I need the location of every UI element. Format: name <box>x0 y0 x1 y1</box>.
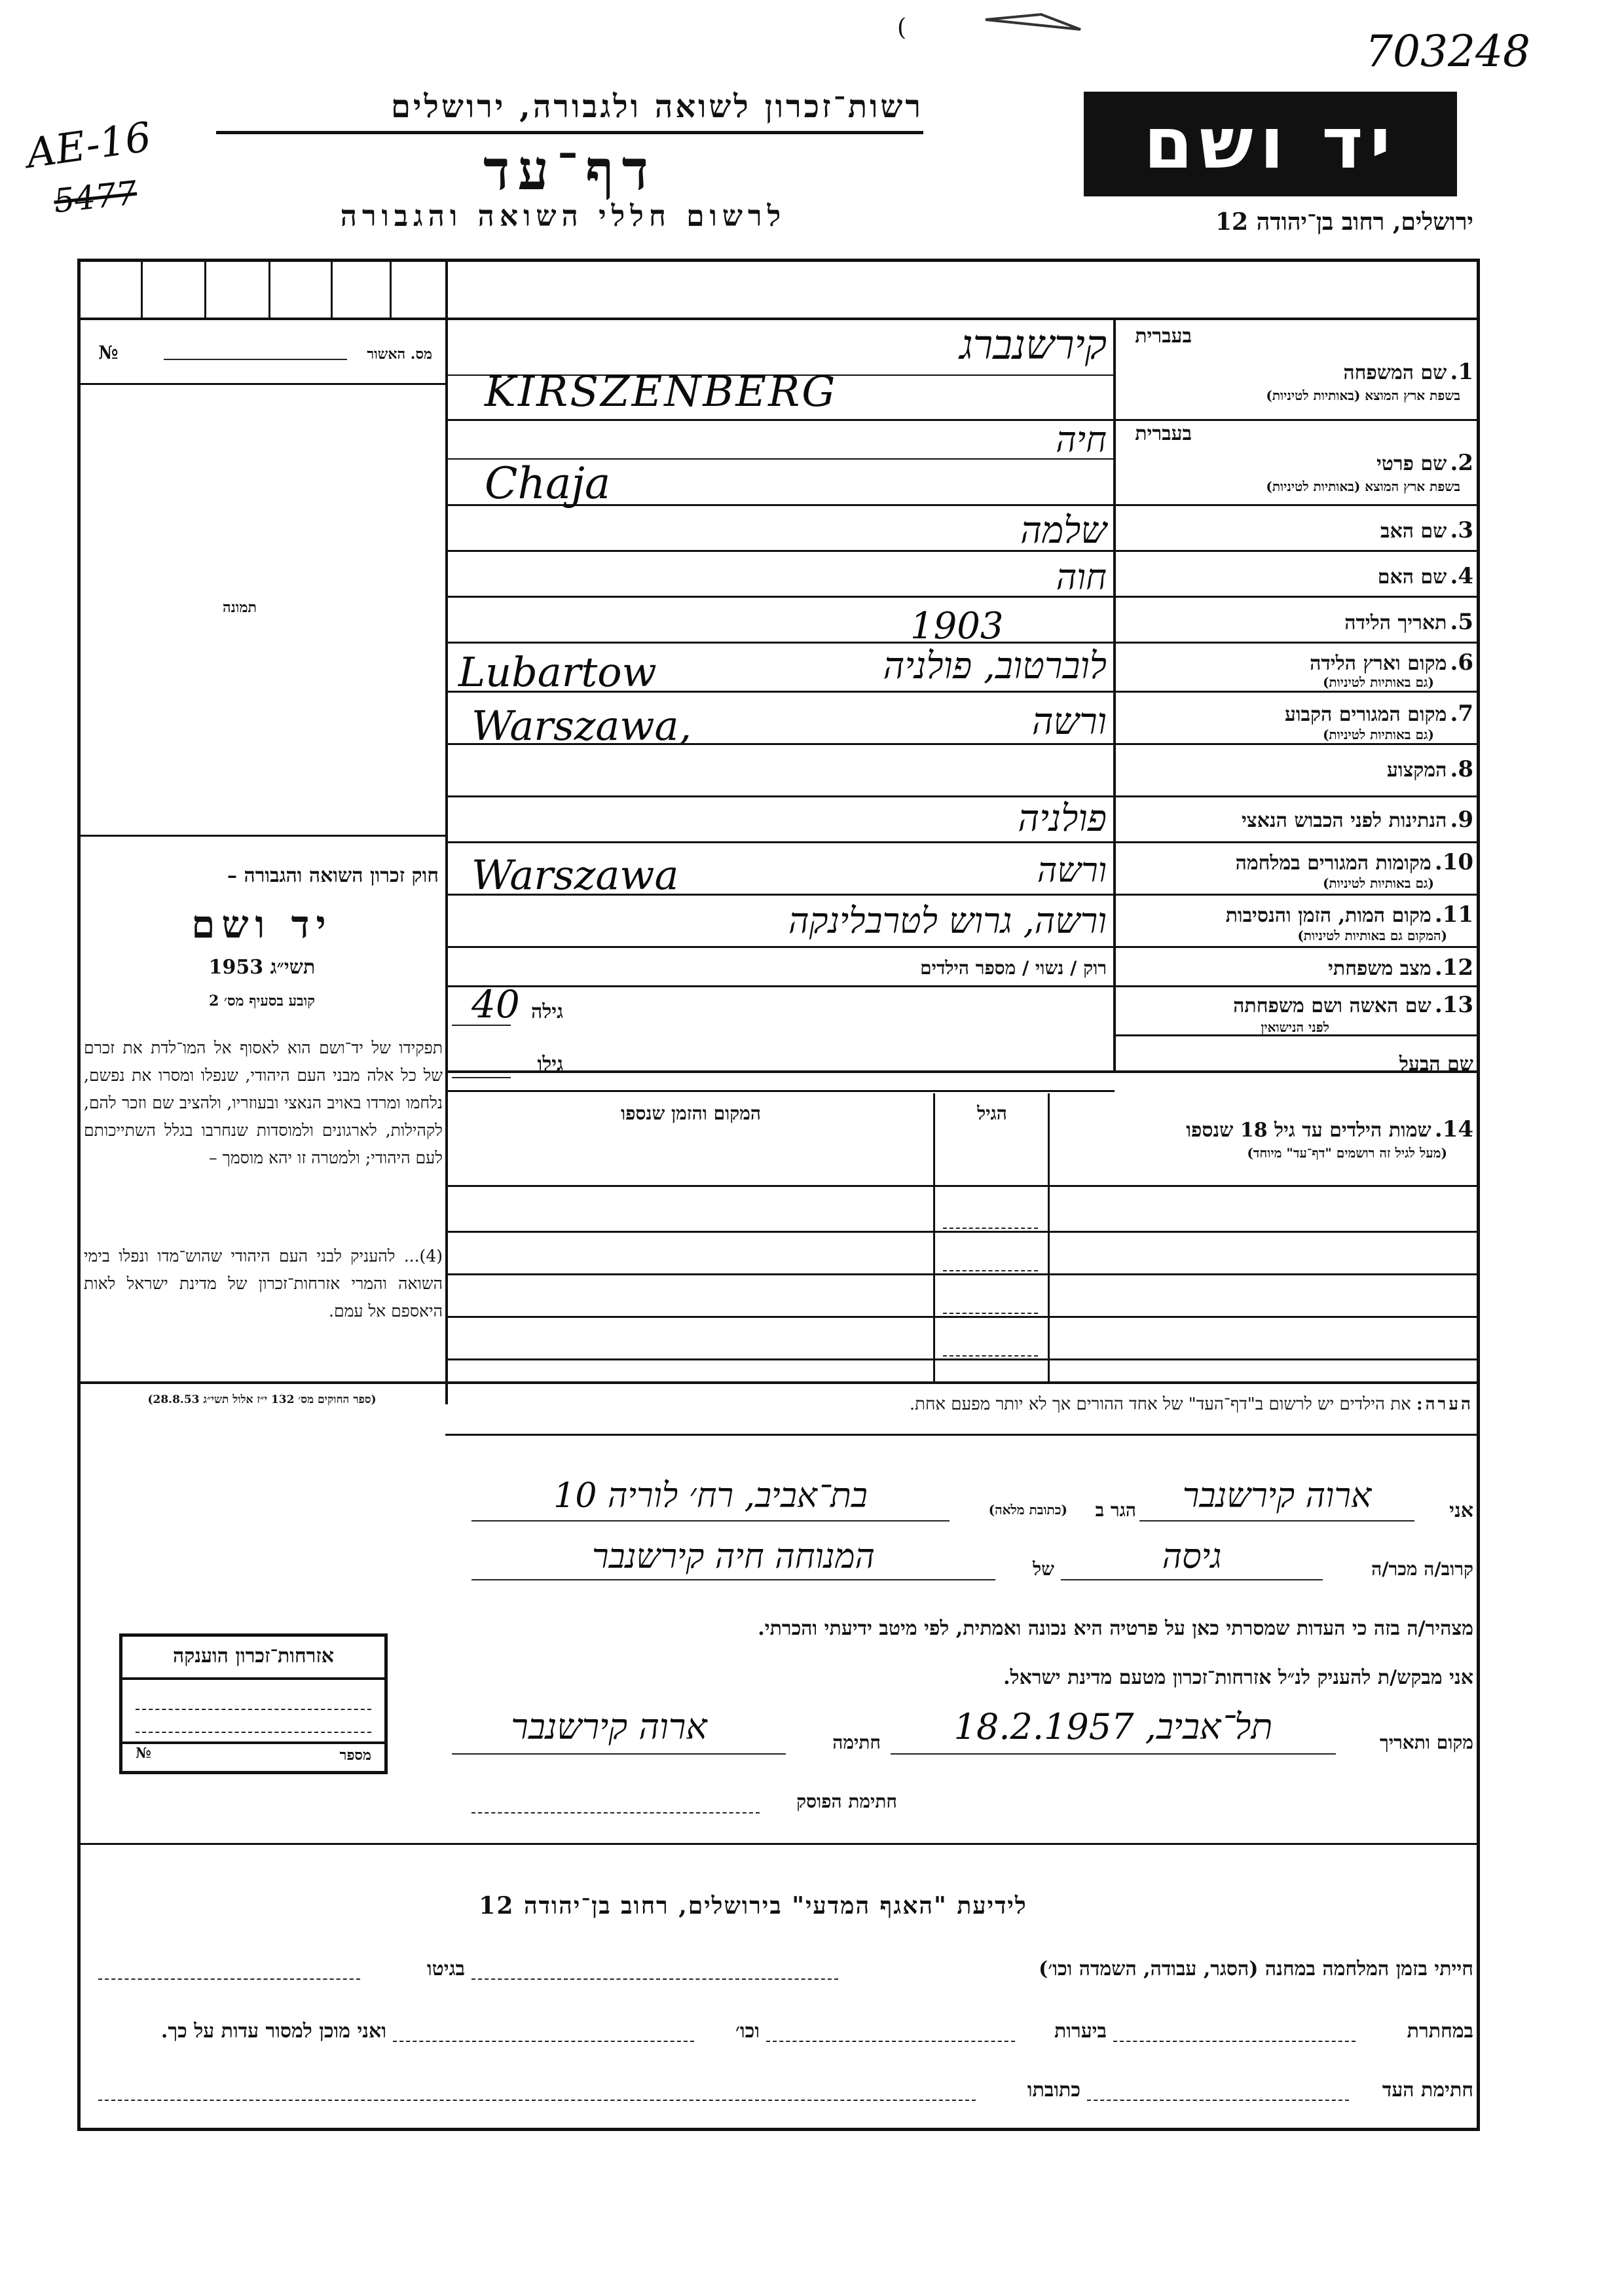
field-number: 14. <box>1434 1116 1473 1142</box>
field-sub: (מעל לגיל זה רושמים "דף־עד" מיוחד) <box>1247 1145 1447 1161</box>
remark-label: הערה: <box>1416 1394 1473 1414</box>
law-text: תפקידו של יד־ושם הוא לאסוף אל המו־לדת את זכרם של כל אלה מבני העם היהודי, שנפלו ומסרו את נפשם, נלחמו ומרדו באויב הנאצי ובעוזריו, ולהציב שם וזכר להם, לקהילות, לארגונים ולמוסדות שנחרבו בגלל השתייכותם לעם היהודי; ולמטרה זו יהא מוסמך – <box>84 1038 443 1167</box>
form-subtitle: לרשום חללי השואה והגבורה <box>340 200 786 233</box>
approval-number <box>85 342 439 378</box>
field-number: 7. <box>1450 701 1473 727</box>
field-label: מקום וארץ הלידה <box>1310 652 1447 675</box>
citizenship-box-title: אזרחות־זכרון הוענקה <box>172 1645 335 1667</box>
husband-name-label: שם הבעל <box>1399 1053 1473 1076</box>
footer-underground-label: במחתרת <box>1407 2020 1473 2043</box>
wife-age-label: גילה <box>530 1000 563 1023</box>
field-label: שם האם <box>1377 566 1447 589</box>
field-nationality <box>1120 807 1473 833</box>
header-address: ירושלים, רחוב בן־יהודה 12 <box>1215 208 1473 236</box>
lives-label: הגר ב <box>1095 1499 1136 1521</box>
field-label: שמות הילדים עד גיל 18 שנספו <box>1186 1119 1431 1142</box>
archive-number: 703248 <box>1365 26 1530 77</box>
field-sub: בשפת ארץ המוצא (באותיות לטיניות) <box>1266 479 1460 494</box>
form-title: דף־עד <box>483 137 656 202</box>
field-sub: בשפת ארץ המוצא (באותיות לטיניות) <box>1266 388 1460 403</box>
wife-age-value: 40 <box>471 982 520 1027</box>
field-number: 12. <box>1434 955 1473 981</box>
field-number: 5. <box>1450 609 1473 635</box>
field-number: 10. <box>1434 849 1473 875</box>
citizenship-number-mark: № <box>136 1745 151 1762</box>
hebrew-tag: בעברית <box>1135 422 1192 445</box>
remark <box>458 1394 1473 1414</box>
birth-date-value: 1903 <box>910 605 1004 647</box>
field-first-name <box>1120 422 1473 504</box>
declaration-request: אני מבקש/ת להעניק לנ״ל אזרחות־זכרון מטעם מדינת ישראל. <box>1003 1666 1473 1689</box>
declarant-name: ארוה קירשנבר <box>1182 1476 1372 1516</box>
law-clause: קובע בסעיף מס׳ 2 <box>208 993 316 1010</box>
footer-ghetto-label: בגיטו <box>426 1958 465 1980</box>
father-name-value: שלמה <box>1020 509 1107 552</box>
of-label: של <box>1033 1558 1054 1580</box>
field-number: 3. <box>1450 517 1473 543</box>
field-sub: (גם באותיות לטיניות) <box>1322 674 1434 690</box>
declarant-address: בת־אביב, רח׳ לוריה 10 <box>553 1476 868 1516</box>
birth-place-latin: Lubartow <box>458 648 657 696</box>
law-text-2: (4)... להעניק לבני העם היהודי שהוש־מדו ונפלו בימי השואה והמרי אזרחות־זכרון של מדינת ישראל לאות היאספם אל עמם. <box>84 1247 443 1321</box>
place-date-label: מקום ותאריך <box>1379 1732 1473 1753</box>
field-sub: לפני הנישואין <box>1261 1019 1329 1035</box>
law-title: חוק זכרון השואה והגבורה – <box>227 864 439 887</box>
law-name: יד ושם <box>191 902 333 947</box>
field-label: שם האב <box>1380 520 1447 543</box>
deceased-name: המנוחה חיה קירשנבר <box>591 1537 876 1576</box>
archive-code-2: 5477 <box>52 173 139 221</box>
law-reference: (ספר החוקים מס׳ 132 י״ז אלול תשי״ג 28.8.53) <box>147 1393 377 1406</box>
archive-code: AE-16 <box>23 113 155 177</box>
declaration-statement: מצהיר/ה בזה כי העדות שמסרתי כאן על פרטיה היא נכונה ואמתית, לפי מיטב ידיעתי והכרתי. <box>758 1617 1473 1640</box>
field-birth-place <box>1120 648 1473 691</box>
children-place-header: המקום והזמן שנספו <box>621 1102 761 1124</box>
residence-hebrew: ורשה <box>1031 701 1107 743</box>
husband-age-label: גילו <box>537 1053 563 1076</box>
field-wife-name <box>1120 992 1473 1034</box>
field-occupation <box>1120 756 1473 782</box>
field-wartime-residence <box>1120 848 1473 894</box>
field-birth-date <box>1120 609 1473 635</box>
field-number: 9. <box>1450 807 1473 833</box>
photo-label: תמונה <box>223 599 257 616</box>
declarant-label: אני <box>1449 1499 1473 1522</box>
field-family-name <box>1120 322 1473 419</box>
field-label: המקצוע <box>1386 759 1447 782</box>
footer-witness-signature-label: חתימת העד <box>1382 2079 1473 2102</box>
children-age-header: הגיל <box>977 1102 1007 1124</box>
relation-label: קרוב/ה מכר/ה <box>1371 1558 1473 1580</box>
official-signature-label: חתימת הפוסק <box>796 1791 897 1812</box>
stamp-mark <box>982 7 1087 39</box>
field-label: מקום המות, הזמן והנסיבות <box>1225 904 1431 927</box>
hebrew-tag: בעברית <box>1135 325 1192 348</box>
citizenship-number-label: מספר <box>339 1747 371 1764</box>
wartime-residence-hebrew: ורשה <box>1037 851 1107 890</box>
field-sub: (גם באותיות לטיניות) <box>1322 875 1434 891</box>
scan-mark: ( <box>897 14 907 41</box>
yad-vashem-logo <box>1084 92 1457 196</box>
field-number: 6. <box>1450 649 1473 676</box>
field-label: שם האשה ושם משפחתה <box>1233 994 1431 1017</box>
address-hint: (כתובת מלאה) <box>988 1502 1067 1518</box>
footer-etc-label: וכו׳ <box>735 2020 760 2043</box>
field-sub: (גם באותיות לטיניות) <box>1322 727 1434 742</box>
field-label: שם המשפחה <box>1343 361 1447 384</box>
field-label: מקומות המגורים במלחמה <box>1235 852 1431 875</box>
field-family-status <box>1120 955 1473 981</box>
footer-forests-label: ביערות <box>1054 2020 1107 2043</box>
death-place-value: ורשה, גרוש לטרבלינקה <box>788 900 1107 941</box>
field-mother-name <box>1120 563 1473 589</box>
field-label: תאריך הלידה <box>1344 611 1447 634</box>
footer-camp-label: חייתי בזמן המלחמה במחנה (הסגר, עבודה, השמדה וכו׳) <box>1039 1958 1473 1980</box>
field-children <box>1054 1116 1473 1175</box>
org-line: רשות־זכרון לשואה ולגבורה, ירושלים <box>390 88 923 125</box>
field-number: 4. <box>1450 563 1473 589</box>
field-number: 13. <box>1434 992 1473 1018</box>
family-name-hebrew: קירשנברג <box>959 321 1107 369</box>
field-number: 11. <box>1434 902 1473 928</box>
field-number: 8. <box>1450 756 1473 782</box>
footer-address-label: כתובתו <box>1027 2079 1080 2102</box>
remark-text: את הילדים יש לרשום ב"דף־העד" של אחד ההורים אך לא יותר מפעם אחת. <box>909 1394 1411 1414</box>
place-date-value: תל־אביב, 18.2.1957 <box>953 1706 1273 1747</box>
field-number: 2. <box>1450 450 1473 476</box>
field-father-name <box>1120 517 1473 543</box>
residence-latin: Warszawa, <box>471 702 692 750</box>
nationality-value: פולניה <box>1018 797 1107 840</box>
field-label: הנתינות לפני הכבוש הנאצי <box>1242 809 1447 832</box>
family-status-options: רוק / נשוי / מספר הילדים <box>920 957 1107 979</box>
relation-value: גיסה <box>1162 1537 1222 1576</box>
birth-place-hebrew: לוברטוב, פולניה <box>883 645 1107 687</box>
approval-number-mark: № <box>98 342 119 363</box>
field-label: מקום המגורים הקבוע <box>1284 703 1447 726</box>
field-label: שם פרטי <box>1376 452 1447 475</box>
mother-name-value: חוה <box>1056 556 1107 598</box>
logo-text: יד ושם <box>1143 103 1397 185</box>
approval-number-label: מס. האשור <box>367 346 432 363</box>
wartime-residence-latin: Warszawa <box>471 851 679 899</box>
field-permanent-residence <box>1120 699 1473 743</box>
citizenship-box <box>119 1633 388 1774</box>
footer-ready-label: ואני מוכן למסור עדות על כך. <box>160 2020 386 2043</box>
law-year: תשי״ג 1953 <box>208 956 316 979</box>
field-number: 1. <box>1450 359 1473 385</box>
field-label: מצב משפחתי <box>1328 957 1431 980</box>
footer-title: לידיעת "האגף המדעי" בירושלים, רחוב בן־יהודה 12 <box>479 1892 1027 1920</box>
field-death-place <box>1120 900 1473 946</box>
first-name-hebrew: חיה <box>1056 419 1107 460</box>
signature-value: ארוה קירשנבר <box>511 1706 707 1747</box>
first-name-latin: Chaja <box>485 458 611 509</box>
signature-label: חתימה <box>832 1732 881 1753</box>
family-name-latin: KIRSZENBERG <box>485 368 838 416</box>
field-sub: (המקום גם באותיות לטיניות) <box>1297 928 1447 943</box>
